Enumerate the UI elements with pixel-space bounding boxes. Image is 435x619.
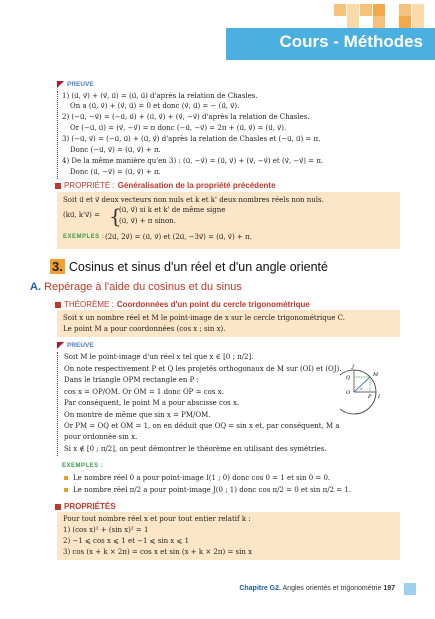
deco-square — [373, 4, 385, 16]
property-intro: Soit u⃗ et v⃗ deux vecteurs non nuls et k et k' deux nombres réels non nuls. — [63, 196, 324, 204]
deco-square — [347, 16, 359, 28]
proof-marker-icon — [57, 342, 64, 349]
theorem-line: Le point M a pour coordonnées (cos x ; sin x). — [63, 325, 226, 333]
bullet-icon — [64, 488, 68, 492]
brace-icon: { — [109, 204, 122, 228]
footer-square — [404, 583, 416, 595]
square-bullet-icon — [55, 302, 61, 308]
property-title: Généralisation de la propriété précédente — [117, 181, 276, 190]
label-i: I — [378, 394, 380, 400]
theorem-title: Coordonnées d'un point du cercle trigonométrique — [116, 300, 310, 309]
examples-text: (2u⃗, 2v⃗) = (u⃗, v⃗) et (2u⃗, −3v⃗) = (u⃗, v⃗) + π. — [105, 233, 252, 241]
label-j: J — [352, 364, 355, 370]
proof-line: Donc (u⃗, −v⃗) = (u⃗, v⃗) + π. — [70, 168, 161, 176]
example-item: Le nombre réel 0 a pour point-image I(1 ; 0) donc cos 0 = 1 et sin 0 = 0. — [73, 474, 331, 482]
proof-border — [57, 91, 58, 179]
proof-marker-icon — [57, 81, 64, 88]
square-bullet-icon — [55, 183, 61, 189]
deco-square — [386, 4, 398, 16]
proof-line: On montre de même que sin x = PM/OM. — [64, 411, 211, 419]
proof-line: Dans le triangle OPM rectangle en P : — [64, 376, 199, 384]
proof-border — [57, 352, 58, 456]
property-prefix: PROPRIÉTÉ : — [64, 181, 115, 190]
deco-square — [412, 16, 424, 28]
deco-square — [347, 4, 359, 16]
proof-tag — [57, 81, 94, 88]
proof-line: 4) De la même manière qu'en 3) : (u⃗, −v⃗) = (u⃗, v⃗) + (v⃗, −v⃗) et (v⃗, −v⃗) = π. — [62, 157, 324, 165]
proof-line: Donc (−u⃗, v⃗) = (u⃗, v⃗) + π. — [70, 146, 161, 154]
footer-text: Angles orientés et trigonométrie — [282, 585, 382, 592]
deco-square — [373, 16, 385, 28]
theorem-heading — [55, 300, 310, 309]
page-number: 197 — [383, 585, 395, 592]
section-title: Cosinus et sinus d'un réel et d'un angle orienté — [68, 259, 328, 274]
proof-line: Soit M le point-image d'un réel x tel que x ∈ [0 ; π/2]. — [64, 353, 254, 361]
subsection-title: Repérage à l'aide du cosinus et du sinus — [44, 281, 242, 293]
proof-line: Si x ∉ [0 ; π/2], on peut démontrer le théorème en utilisant des symétries. — [64, 445, 327, 453]
proof-line: Or (−u⃗, u⃗) = (v⃗, −v⃗) = π donc (−u⃗, −v⃗) = 2π + (u⃗, v⃗) = (u⃗, v⃗). — [70, 124, 287, 132]
properties-title: PROPRIÉTÉS — [64, 502, 116, 511]
proof-line: Par conséquent, le point M a pour abscisse cos x. — [64, 399, 240, 407]
section-number: 3. — [52, 259, 63, 274]
property-item: 3) cos (x + k × 2π) = cos x et sin (x + k × 2π) = sin x — [63, 548, 253, 556]
properties-heading — [55, 502, 116, 511]
theorem-box — [57, 310, 400, 337]
examples-label: EXEMPLES : — [63, 234, 105, 240]
property-case: (u⃗, v⃗) + π sinon. — [119, 217, 176, 225]
proof-line: 3) (−u⃗, v⃗) = (−u⃗, u⃗) + (u⃗, v⃗) d'après la relation de Chasles et (−u⃗, u⃗) = π. — [62, 135, 321, 143]
property-item: 2) −1 ⩽ cos x ⩽ 1 et −1 ⩽ sin x ⩽ 1 — [63, 537, 190, 545]
example-item: Le nombre réel π/2 a pour point-image J(0 ; 1) donc cos π/2 = 0 et sin π/2 = 1. — [73, 486, 352, 494]
deco-square — [399, 16, 411, 28]
property-case: (u⃗, v⃗) si k et k' de même signe — [119, 206, 226, 214]
theorem-prefix: THÉORÈME : — [64, 300, 114, 309]
property-item: 1) (cos x)² + (sin x)² = 1 — [63, 526, 149, 534]
square-bullet-icon — [55, 504, 61, 510]
section-heading — [50, 259, 328, 274]
properties-box — [57, 512, 400, 560]
page-footer — [239, 585, 395, 592]
proof-line: 2) (−u⃗, −v⃗) = (−u⃗, u⃗) + (u⃗, v⃗) + (v⃗, −v⃗) d'après la relation de Chasles. — [62, 113, 310, 121]
deco-square — [399, 4, 411, 16]
page-title: Cours - Méthodes — [279, 32, 423, 51]
label-x: x — [360, 387, 363, 392]
subsection-heading — [30, 281, 242, 293]
proof-line: On note respectivement P et Q les projetés orthogonaux de M sur (OI) et (OJ). — [64, 365, 342, 373]
proof-line: On a (u⃗, v⃗) + (v⃗, u⃗) = 0 et donc (v⃗, u⃗) = − (u⃗, v⃗). — [70, 102, 240, 110]
property-heading — [55, 181, 276, 190]
examples-label: EXEMPLES : — [62, 463, 104, 469]
proof-label: PREUVE — [67, 342, 94, 349]
proof-line: 1) (u⃗, v⃗) + (v⃗, u⃗) = (u⃗, u⃗) d'après la relation de Chasles. — [62, 92, 258, 100]
label-p: P — [368, 394, 372, 400]
properties-intro: Pour tout nombre réel x et pour tout entier relatif k : — [63, 515, 251, 523]
bullet-icon — [64, 476, 68, 480]
label-m: M — [373, 372, 379, 378]
proof-line: pour ordonnée sin x. — [64, 433, 138, 441]
property-box — [57, 192, 400, 249]
proof-line: cos x = OP/OM. Or OM = 1 donc OP = cos x. — [64, 388, 224, 396]
subsection-letter: A. — [30, 281, 41, 293]
page-header — [0, 0, 435, 62]
trig-circle-figure — [340, 362, 400, 416]
proof-tag — [57, 342, 94, 349]
label-q: Q — [346, 375, 351, 381]
property-lhs: (ku⃗, k'v⃗) = — [63, 211, 100, 219]
proof-line: Or PM = OQ et OM = 1, on en déduit que OQ = sin x et, par conséquent, M a — [64, 422, 340, 430]
footer-chapter: Chapitre G2. — [239, 585, 281, 592]
deco-square — [412, 4, 424, 16]
proof-label: PREUVE — [67, 81, 94, 88]
label-o: O — [346, 390, 351, 396]
deco-square — [360, 4, 372, 16]
deco-square — [334, 4, 346, 16]
theorem-line: Soit x un nombre réel et M le point-image de x sur le cercle trigonométrique C. — [63, 314, 345, 322]
